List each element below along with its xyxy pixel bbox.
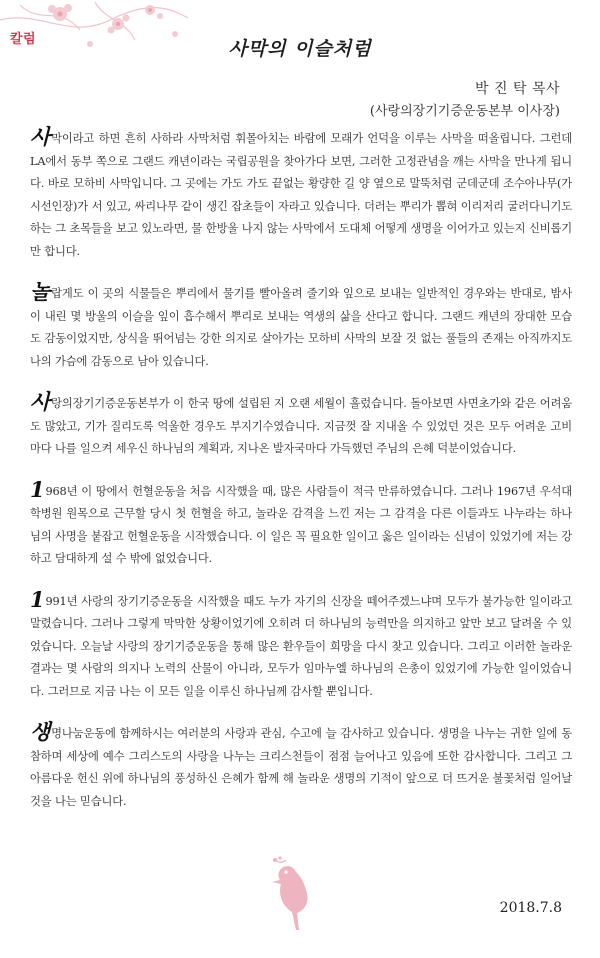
publish-date: 2018.7.8: [499, 900, 562, 916]
bird-icon: [266, 856, 326, 936]
paragraph: [30, 586, 572, 704]
paragraph: [30, 719, 572, 813]
column-label: 칼럼: [10, 32, 37, 47]
paragraph: [30, 124, 572, 263]
page-title: 사막의 이슬처럼: [228, 38, 372, 60]
paragraph-text: 랑의장기기증운동본부가 이 한국 땅에 설립된 지 오랜 세월이 흘렀습니다. 돌아보면 사면초가와 같은 어려움도 많았고, 기가 질리도록 억울한 경우도 부지기수였습니다. 지금껏 잘 지내올 수 있었던 것은 모두 어려운 고비마다 나를 일으켜 세우신 하나님의 계획과, 지나온 발자국마다 가득했던 주님의 은혜 덕분이었습니다.: [30, 397, 572, 455]
drop-cap: 놀: [30, 279, 51, 304]
article-body: [30, 124, 572, 833]
author-role: (사랑의장기기증운동본부 이사장): [369, 104, 560, 119]
paragraph: [30, 476, 572, 571]
author-name: 박 진 탁 목사: [475, 81, 560, 97]
drop-cap: 1: [30, 586, 45, 612]
paragraph-text: 랍게도 이 곳의 식물들은 뿌리에서 물기를 빨아올려 줄기와 잎으로 보내는 일반적인 경우와는 반대로, 밤사이 내린 몇 방울의 이슬을 잎이 흡수해서 뿌리로 보내는 역생의 삶을 산다고 합니다. 그랜드 캐년의 장대한 모습도 감동이었지만, 상식을 뛰어넘는 강한 의지로 살아가는 모하비 사막의 보잘 것 없는 풀들의 존재는 아직까지도 나의 가슴에 감동으로 남아 있습니다.: [30, 287, 572, 368]
drop-cap: 사: [30, 389, 51, 414]
drop-cap: 사: [30, 124, 51, 149]
paragraph: [30, 389, 572, 461]
drop-cap: 1: [30, 476, 45, 502]
paragraph: [30, 279, 572, 373]
paragraph-text: 명나눔운동에 함께하시는 여러분의 사랑과 관심, 수고에 늘 감사하고 있습니다. 생명을 나누는 귀한 일에 동참하며 세상에 예수 그리스도의 사랑을 나누는 크리스천들이 점점 늘어나고 있음에 또한 감사합니다. 그리고 그 아름다운 헌신 위에 하나님의 풍성하신 은혜가 함께 해 놀라운 생명의 기적이 앞으로 더 뜨거운 불꽃처럼 일어날 것을 나는 믿습니다.: [30, 727, 572, 808]
author-block: [370, 78, 560, 119]
paragraph-text: 막이라고 하면 흔히 사하라 사막처럼 휘몰아치는 바람에 모래가 언덕을 이루는 사막을 떠올립니다. 그런데 LA에서 동부 쪽으로 그랜드 캐년이라는 국립공원을 찾아가다 보면, 그러한 고정관념을 깨는 사막을 만나게 됩니다. 바로 모하비 사막입니다. 그 곳에는 가도 가도 끝없는 황량한 길 양 옆으로 말뚝처럼 군데군데 조수아나무(가시선인장)가 서 있고, 싸리나무 같이 생긴 잡초들이 자라고 있습니다. 더러는 뿌리가 뽑혀 이리저리 굴러다니기도 하는 그 초목들을 보고 있노라면, 물 한방울 나지 않는 사막에서 도대체 어떻게 생명을 이어가고 있는지 신비롭기만 합니다.: [30, 132, 572, 258]
drop-cap: 생: [30, 719, 51, 744]
paragraph-text: 991년 사랑의 장기기증운동을 시작했을 때도 누가 자기의 신장을 떼어주겠느냐며 모두가 불가능한 일이라고 말렸습니다. 그러나 그렇게 막막한 상황이었기에 오히려 더 하나님의 능력만을 의지하고 앞만 보고 달려올 수 있었습니다. 오늘날 사랑의 장기기증운동을 통해 많은 환우들이 희망을 다시 찾고 있습니다. 그리고 이러한 놀라운 결과는 몇 사람의 의지나 노력의 산물이 아니라, 모두가 임마누엘 하나님의 은총이 있었기에 가능한 일이었습니다. 그러므로 지금 나는 이 모든 일을 이루신 하나님께 감사할 뿐입니다.: [30, 594, 572, 698]
paragraph-text: 968년 이 땅에서 헌혈운동을 처음 시작했을 때, 많은 사람들이 적극 만류하였습니다. 그러나 1967년 우석대학병원 원목으로 근무할 당시 첫 헌혈을 하고, 놀라운 감격을 느낀 저는 그 감격을 다른 이들과도 나누라는 하나님의 사명을 붙잡고 헌혈운동을 시작했습니다. 이 일은 꼭 필요한 일이고 옳은 일이라는 신념이 있었기에 저는 강하고 담대하게 설 수 밖에 없었습니다.: [30, 484, 572, 565]
